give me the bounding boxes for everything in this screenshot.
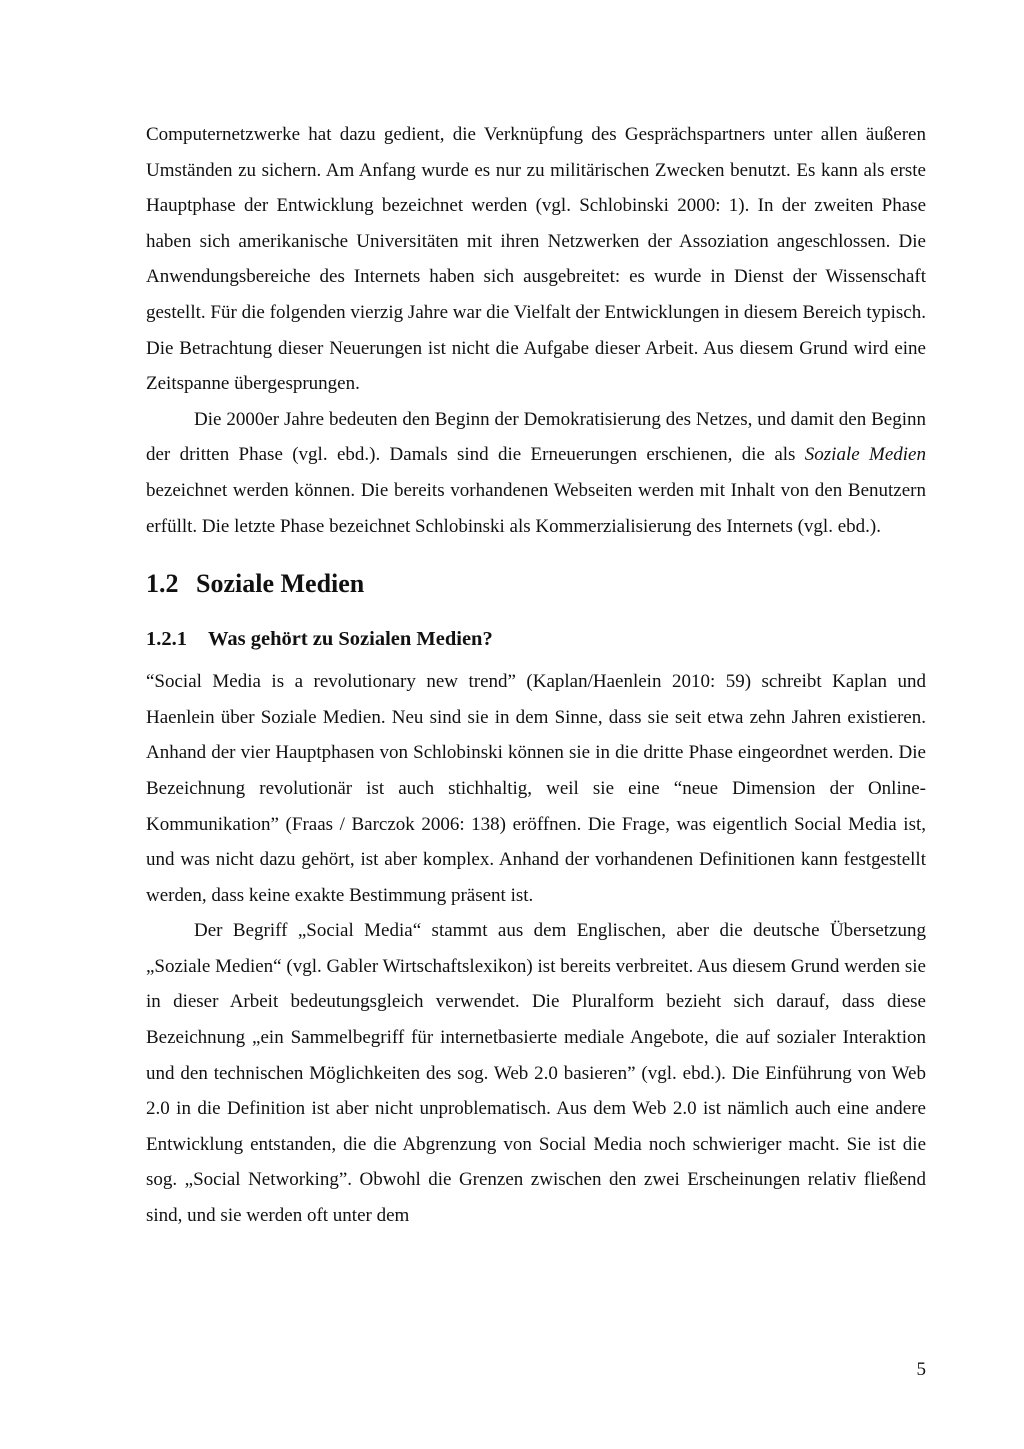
section-title: Soziale Medien (196, 569, 365, 599)
page-number: 5 (916, 1359, 926, 1380)
paragraph-text: Die 2000er Jahre bedeuten den Beginn der Demokratisierung des Netzes, und damit den Beginn der dritten Phase (vgl. ebd.). Damals sind die Erneuerungen erschienen, die als (146, 408, 926, 466)
subsection-title: Was gehört zu Sozialen Medien? (208, 628, 493, 651)
body-paragraph: Computernetzwerke hat dazu gedient, die Verknüpfung des Gesprächspartners unter allen äußeren Umständen zu sichern. Am Anfang wurde es nur zu militärischen Zwecken benutzt. Es kann als erste Hauptphase der Entwicklung bezeichnet werden (vgl. Schlobinski 2000: 1). In der zweiten Phase haben sich amerikanische Universitäten mit ihren Netzwerken der Assoziation angeschlossen. Die Anwendungsbereiche des Internets haben sich ausgebreitet: es wurde in Dienst der Wissenschaft gestellt. Für die folgenden vierzig Jahre war die Vielfalt der Entwicklungen in diesem Bereich typisch. Die Betrachtung dieser Neuerungen ist nicht die Aufgabe dieser Arbeit. Aus diesem Grund wird eine Zeitspanne übergesprungen. (146, 124, 926, 395)
paragraph-text: bezeichnet werden können. Die bereits vorhandenen Webseiten werden mit Inhalt von den Benutzern erfüllt. Die letzte Phase bezeichnet Schlobinski als Kommerzialisierung des Internets (vgl. ebd.). (146, 479, 926, 537)
body-paragraph: “Social Media is a revolutionary new trend” (Kaplan/Haenlein 2010: 59) schreibt Kaplan und Haenlein über Soziale Medien. Neu sind sie in dem Sinne, dass sie seit etwa zehn Jahren existieren. Anhand der vier Hauptphasen von Schlobinski können sie in die dritte Phase eingeordnet werden. Die Bezeichnung revolutionär ist auch stichhaltig, weil sie eine “neue Dimension der Online-Kommunikation” (Fraas / Barczok 2006: 138) eröffnen. Die Frage, was eigentlich Social Media ist, und was nicht dazu gehört, ist aber komplex. Anhand der vorhandenen Definitionen kann festgestellt werden, dass keine exakte Bestimmung präsent ist. (146, 671, 926, 906)
document-page (146, 117, 926, 1234)
subsection-number: 1.2.1 (146, 628, 187, 651)
subsection-heading (146, 622, 926, 656)
body-paragraph (146, 402, 926, 544)
body-paragraph: Der Begriff „Social Media“ stammt aus dem Englischen, aber die deutsche Übersetzung „Soziale Medien“ (vgl. Gabler Wirtschaftslexikon) ist bereits verbreitet. Aus diesem Grund werden sie in dieser Arbeit bedeutungsgleich verwendet. Die Pluralform bezieht sich darauf, dass diese Bezeichnung „ein Sammelbegriff für internetbasierte mediale Angebote, die auf sozialer Interaktion und den technischen Möglichkeiten des sog. Web 2.0 basieren” (vgl. ebd.). Die Einführung von Web 2.0 in die Definition ist aber nicht unproblematisch. Aus dem Web 2.0 ist nämlich auch eine andere Entwicklung entstanden, die die Abgrenzung von Social Media noch schwieriger macht. Sie ist die sog. „Social Networking”. Obwohl die Grenzen zwischen den zwei Erscheinungen relativ fließend sind, und sie werden oft unter dem (146, 920, 926, 1227)
italic-term: Soziale Medien (804, 444, 926, 466)
section-heading (146, 564, 926, 604)
section-number: 1.2 (146, 569, 179, 599)
